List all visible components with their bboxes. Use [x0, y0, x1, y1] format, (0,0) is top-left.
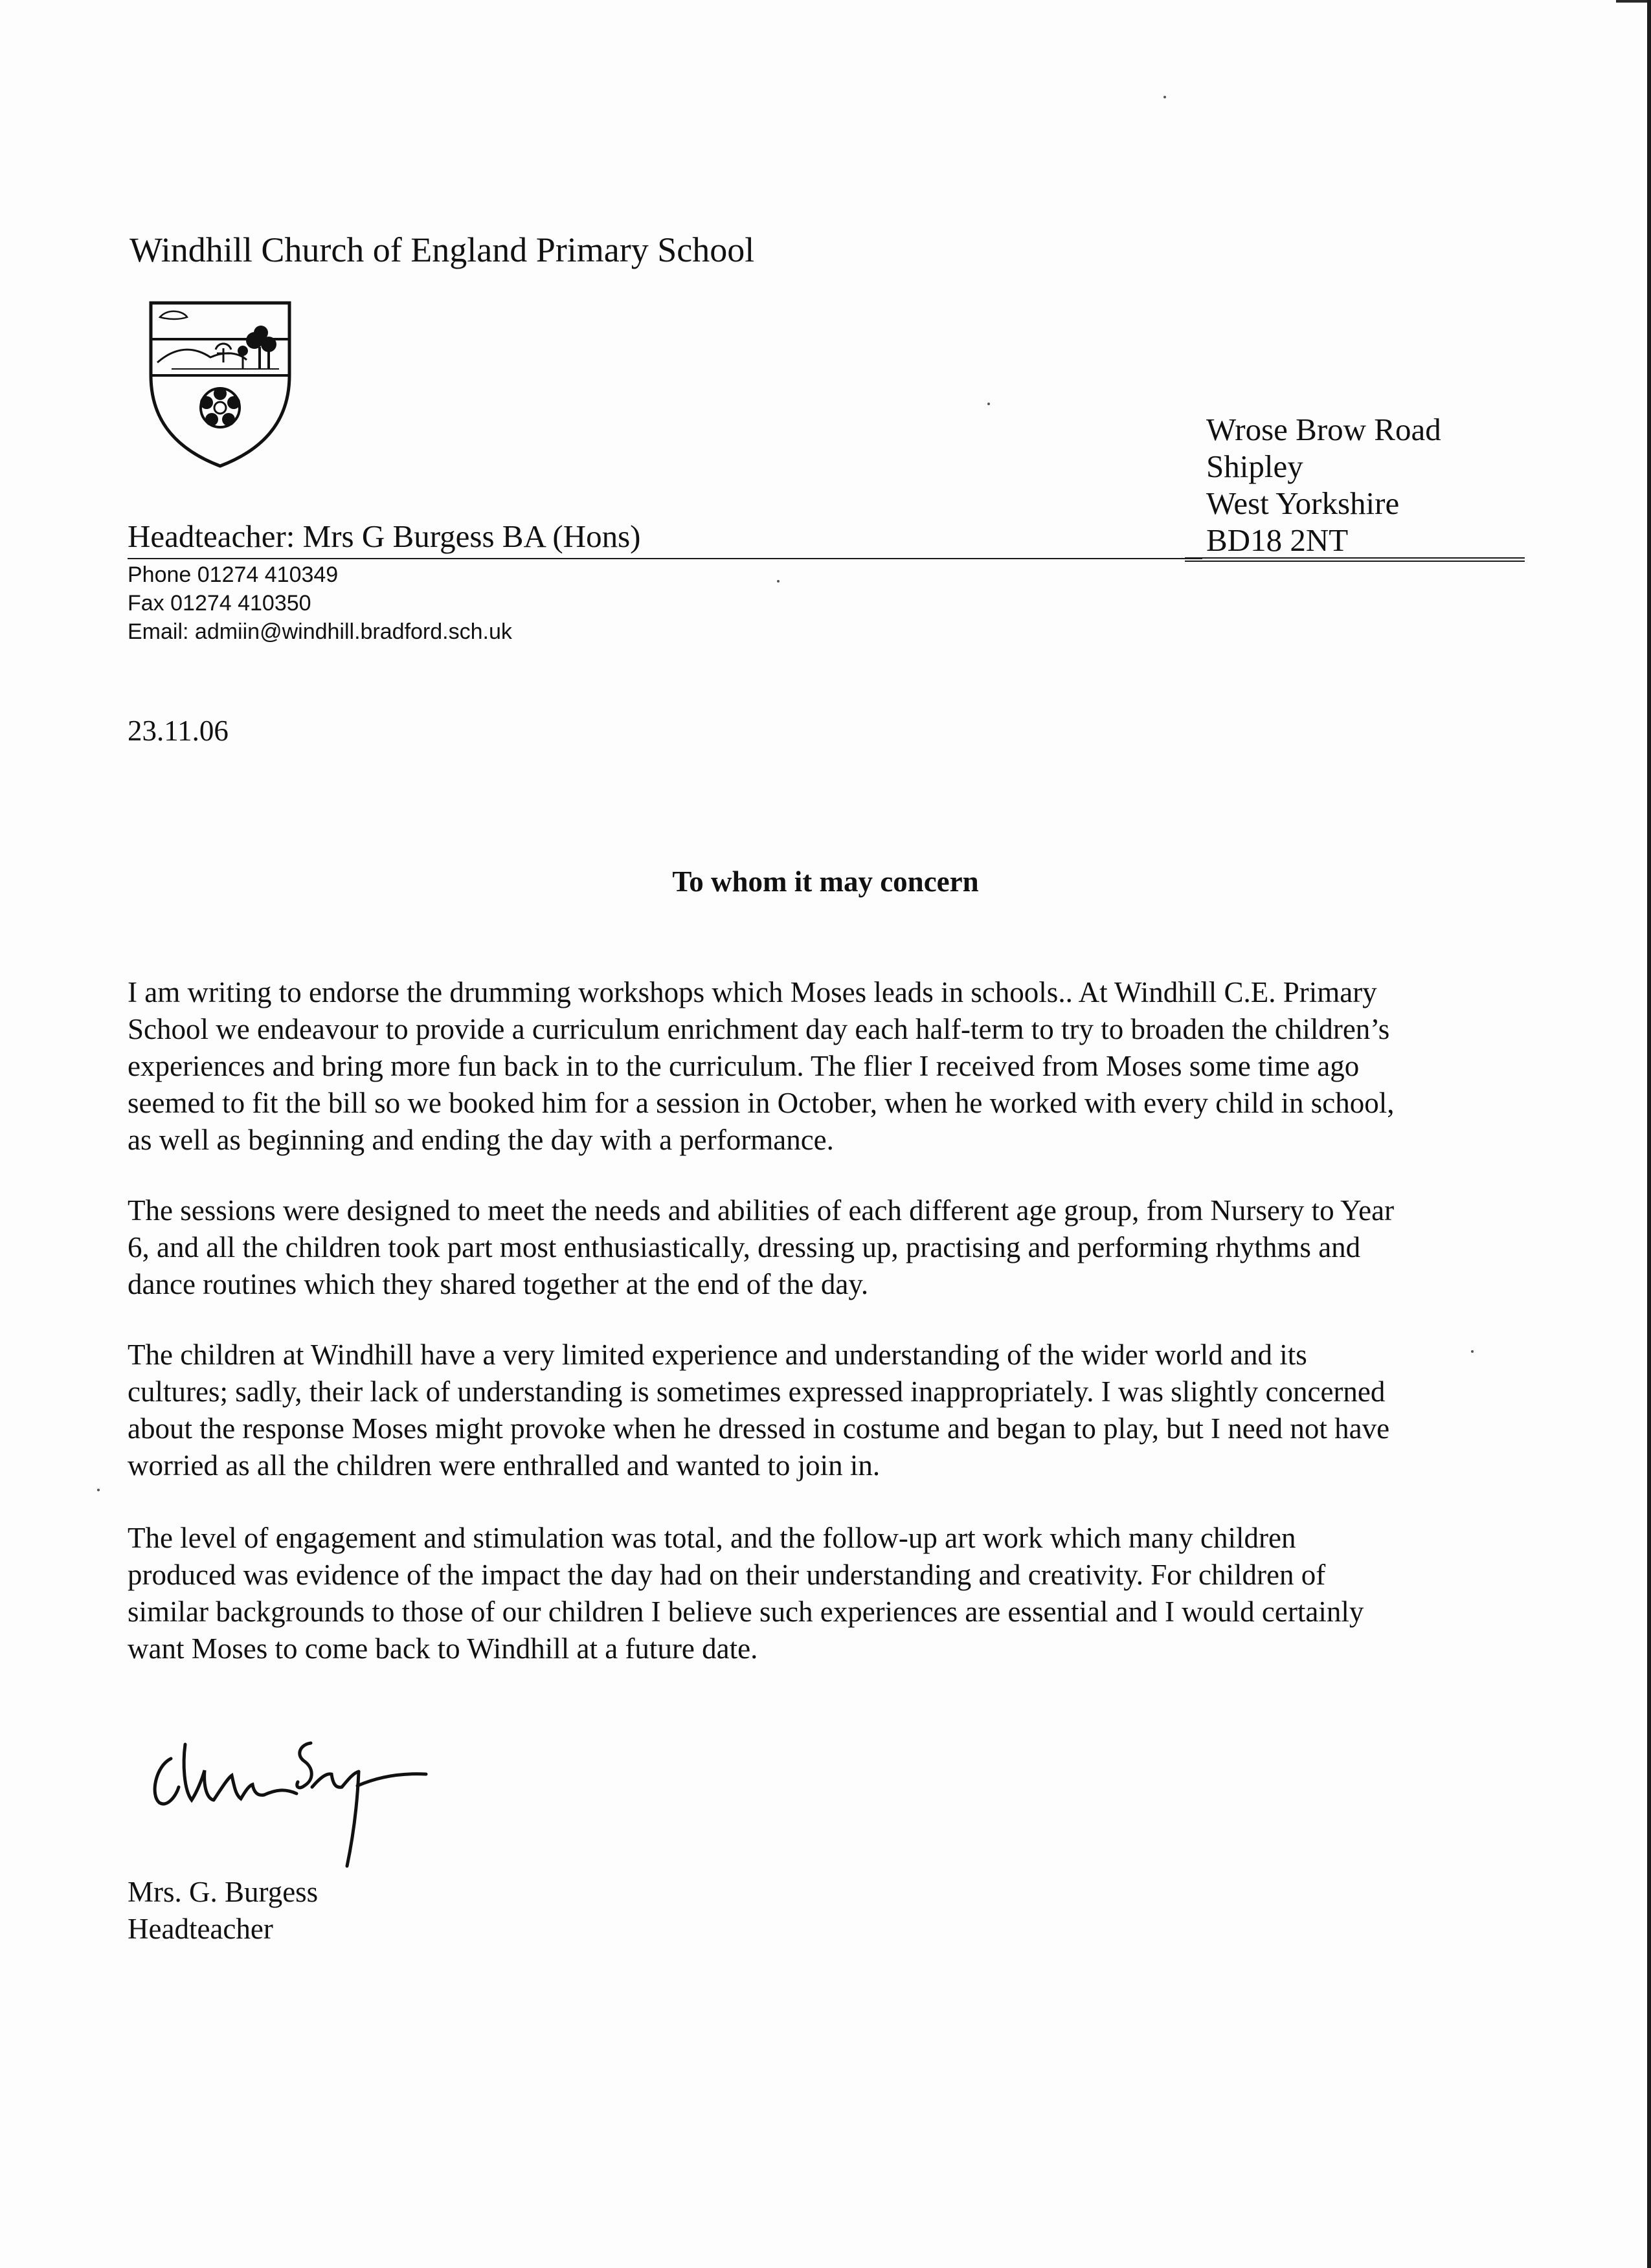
- address-line-postcode: BD18 2NT: [1206, 522, 1349, 558]
- body-paragraph-1: [128, 974, 1507, 1159]
- phone-number: Phone 01274 410349: [128, 562, 339, 587]
- paragraph-line: The sessions were designed to meet the needs and abilities of each different age group, from Nursery to Year: [128, 1194, 1395, 1227]
- signoff-block: [128, 1874, 318, 1948]
- paragraph-line: want Moses to come back to Windhill at a future date.: [128, 1632, 758, 1665]
- paragraph-line: 6, and all the children took part most enthusiastically, dressing up, practising and performing rhythms and: [128, 1231, 1361, 1263]
- paragraph-line: School we endeavour to provide a curriculum enrichment day each half-term to try to broaden the children’s: [128, 1013, 1390, 1045]
- scan-speck: [1163, 96, 1166, 98]
- scan-edge-corner: [1616, 0, 1647, 3]
- paragraph-line: about the response Moses might provoke when he dressed in costume and began to play, but I need not have: [128, 1412, 1390, 1445]
- paragraph-line: The level of engagement and stimulation was total, and the follow-up art work which many children: [128, 1522, 1296, 1554]
- body-paragraph-2: [128, 1192, 1507, 1303]
- scan-speck: [987, 403, 990, 405]
- body-paragraph-4: [128, 1520, 1507, 1667]
- signatory-name: Mrs. G. Burgess: [128, 1876, 319, 1908]
- salutation-heading: To whom it may concern: [672, 865, 979, 898]
- address-line-county: West Yorkshire: [1206, 485, 1400, 521]
- scan-edge-shadow: [1647, 0, 1651, 2268]
- paragraph-line: worried as all the children were enthralled and wanted to join in.: [128, 1449, 881, 1482]
- paragraph-line: I am writing to endorse the drumming workshops which Moses leads in schools.. At Windhill C.E. Primary: [128, 976, 1377, 1008]
- paragraph-line: cultures; sadly, their lack of understanding is sometimes expressed inappropriately. I was slightly concerned: [128, 1375, 1386, 1408]
- paragraph-line: produced was evidence of the impact the day had on their understanding and creativity. For children of: [128, 1559, 1326, 1591]
- address-line-town: Shipley: [1206, 449, 1303, 484]
- signatory-title: Headteacher: [128, 1913, 273, 1945]
- paragraph-line: dance routines which they shared together at the end of the day.: [128, 1268, 869, 1300]
- letterhead-rule: [128, 558, 1202, 559]
- paragraph-line: The children at Windhill have a very limited experience and understanding of the wider world and its: [128, 1339, 1307, 1371]
- contact-details: [128, 561, 512, 646]
- scan-speck: [97, 1489, 100, 1491]
- email-address: Email: admiin@windhill.bradford.sch.uk: [128, 619, 512, 644]
- headteacher-line: Headteacher: Mrs G Burgess BA (Hons): [128, 518, 641, 554]
- body-paragraph-3: [128, 1337, 1507, 1484]
- address-line-street: Wrose Brow Road: [1206, 412, 1441, 447]
- scan-speck: [777, 580, 780, 583]
- paragraph-line: experiences and bring more fun back in to the curriculum. The flier I received from Moses some time ago: [128, 1050, 1360, 1082]
- handwritten-signature: [137, 1725, 474, 1887]
- letterhead-double-rule: [1185, 557, 1525, 562]
- paragraph-line: seemed to fit the bill so we booked him for a session in October, when he worked with every child in school,: [128, 1087, 1395, 1119]
- school-name: Windhill Church of England Primary School: [129, 230, 755, 269]
- fax-number: Fax 01274 410350: [128, 591, 311, 616]
- paragraph-line: similar backgrounds to those of our children I believe such experiences are essential and I would certainly: [128, 1595, 1364, 1628]
- letter-date: 23.11.06: [128, 715, 229, 747]
- scan-speck: [1471, 1350, 1474, 1353]
- paragraph-line: as well as beginning and ending the day with a performance.: [128, 1124, 834, 1156]
- school-address: [1206, 411, 1441, 559]
- school-crest-icon: [146, 299, 295, 469]
